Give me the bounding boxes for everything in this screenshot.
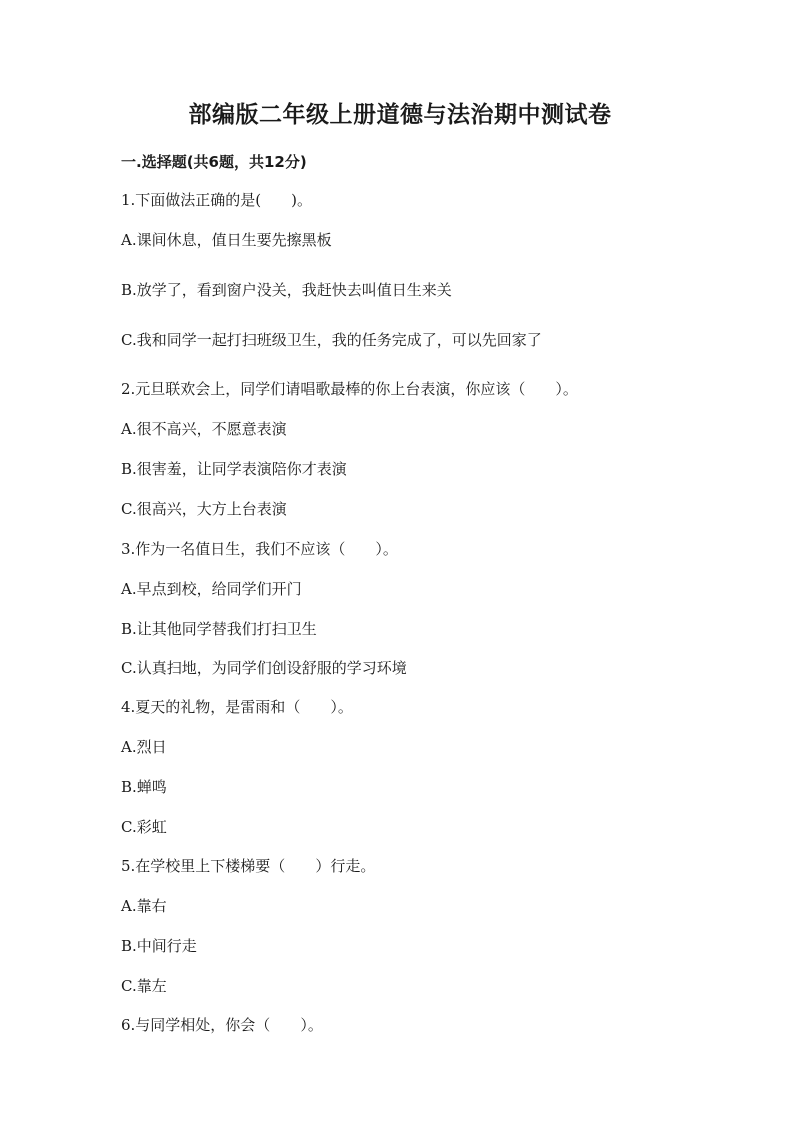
section-heading: 一.选择题(共6题，共12分) <box>121 153 307 171</box>
question-1-stem: 1.下面做法正确的是( )。 <box>121 191 313 209</box>
question-4-option-c: C.彩虹 <box>121 818 167 836</box>
question-5-option-c: C.靠左 <box>121 977 167 995</box>
question-2-option-c: C.很高兴，大方上台表演 <box>121 500 287 518</box>
question-4-option-b: B.蝉鸣 <box>121 778 167 796</box>
question-5-option-a: A.靠右 <box>121 897 167 915</box>
page-title: 部编版二年级上册道德与法治期中测试卷 <box>188 101 612 128</box>
question-3-option-a: A.早点到校，给同学们开门 <box>121 580 302 598</box>
question-1-option-a: A.课间休息，值日生要先擦黑板 <box>121 231 332 249</box>
question-3-option-c: C.认真扫地，为同学们创设舒服的学习环境 <box>121 659 407 677</box>
question-2-stem: 2.元旦联欢会上，同学们请唱歌最棒的你上台表演，你应该（ ）。 <box>121 380 578 398</box>
question-2-option-b: B.很害羞，让同学表演陪你才表演 <box>121 460 347 478</box>
question-3-stem: 3.作为一名值日生，我们不应该（ ）。 <box>121 540 398 558</box>
question-3-option-b: B.让其他同学替我们打扫卫生 <box>121 620 317 638</box>
question-1-option-b: B.放学了，看到窗户没关，我赶快去叫值日生来关 <box>121 281 452 299</box>
question-1-option-c: C.我和同学一起打扫班级卫生，我的任务完成了，可以先回家了 <box>121 331 542 349</box>
question-6-stem: 6.与同学相处，你会（ ）。 <box>121 1016 323 1034</box>
question-2-option-a: A.很不高兴，不愿意表演 <box>121 420 287 438</box>
question-5-option-b: B.中间行走 <box>121 937 197 955</box>
question-5-stem: 5.在学校里上下楼梯要（ ）行走。 <box>121 857 376 875</box>
question-4-stem: 4.夏天的礼物，是雷雨和（ ）。 <box>121 698 353 716</box>
question-4-option-a: A.烈日 <box>121 738 167 756</box>
